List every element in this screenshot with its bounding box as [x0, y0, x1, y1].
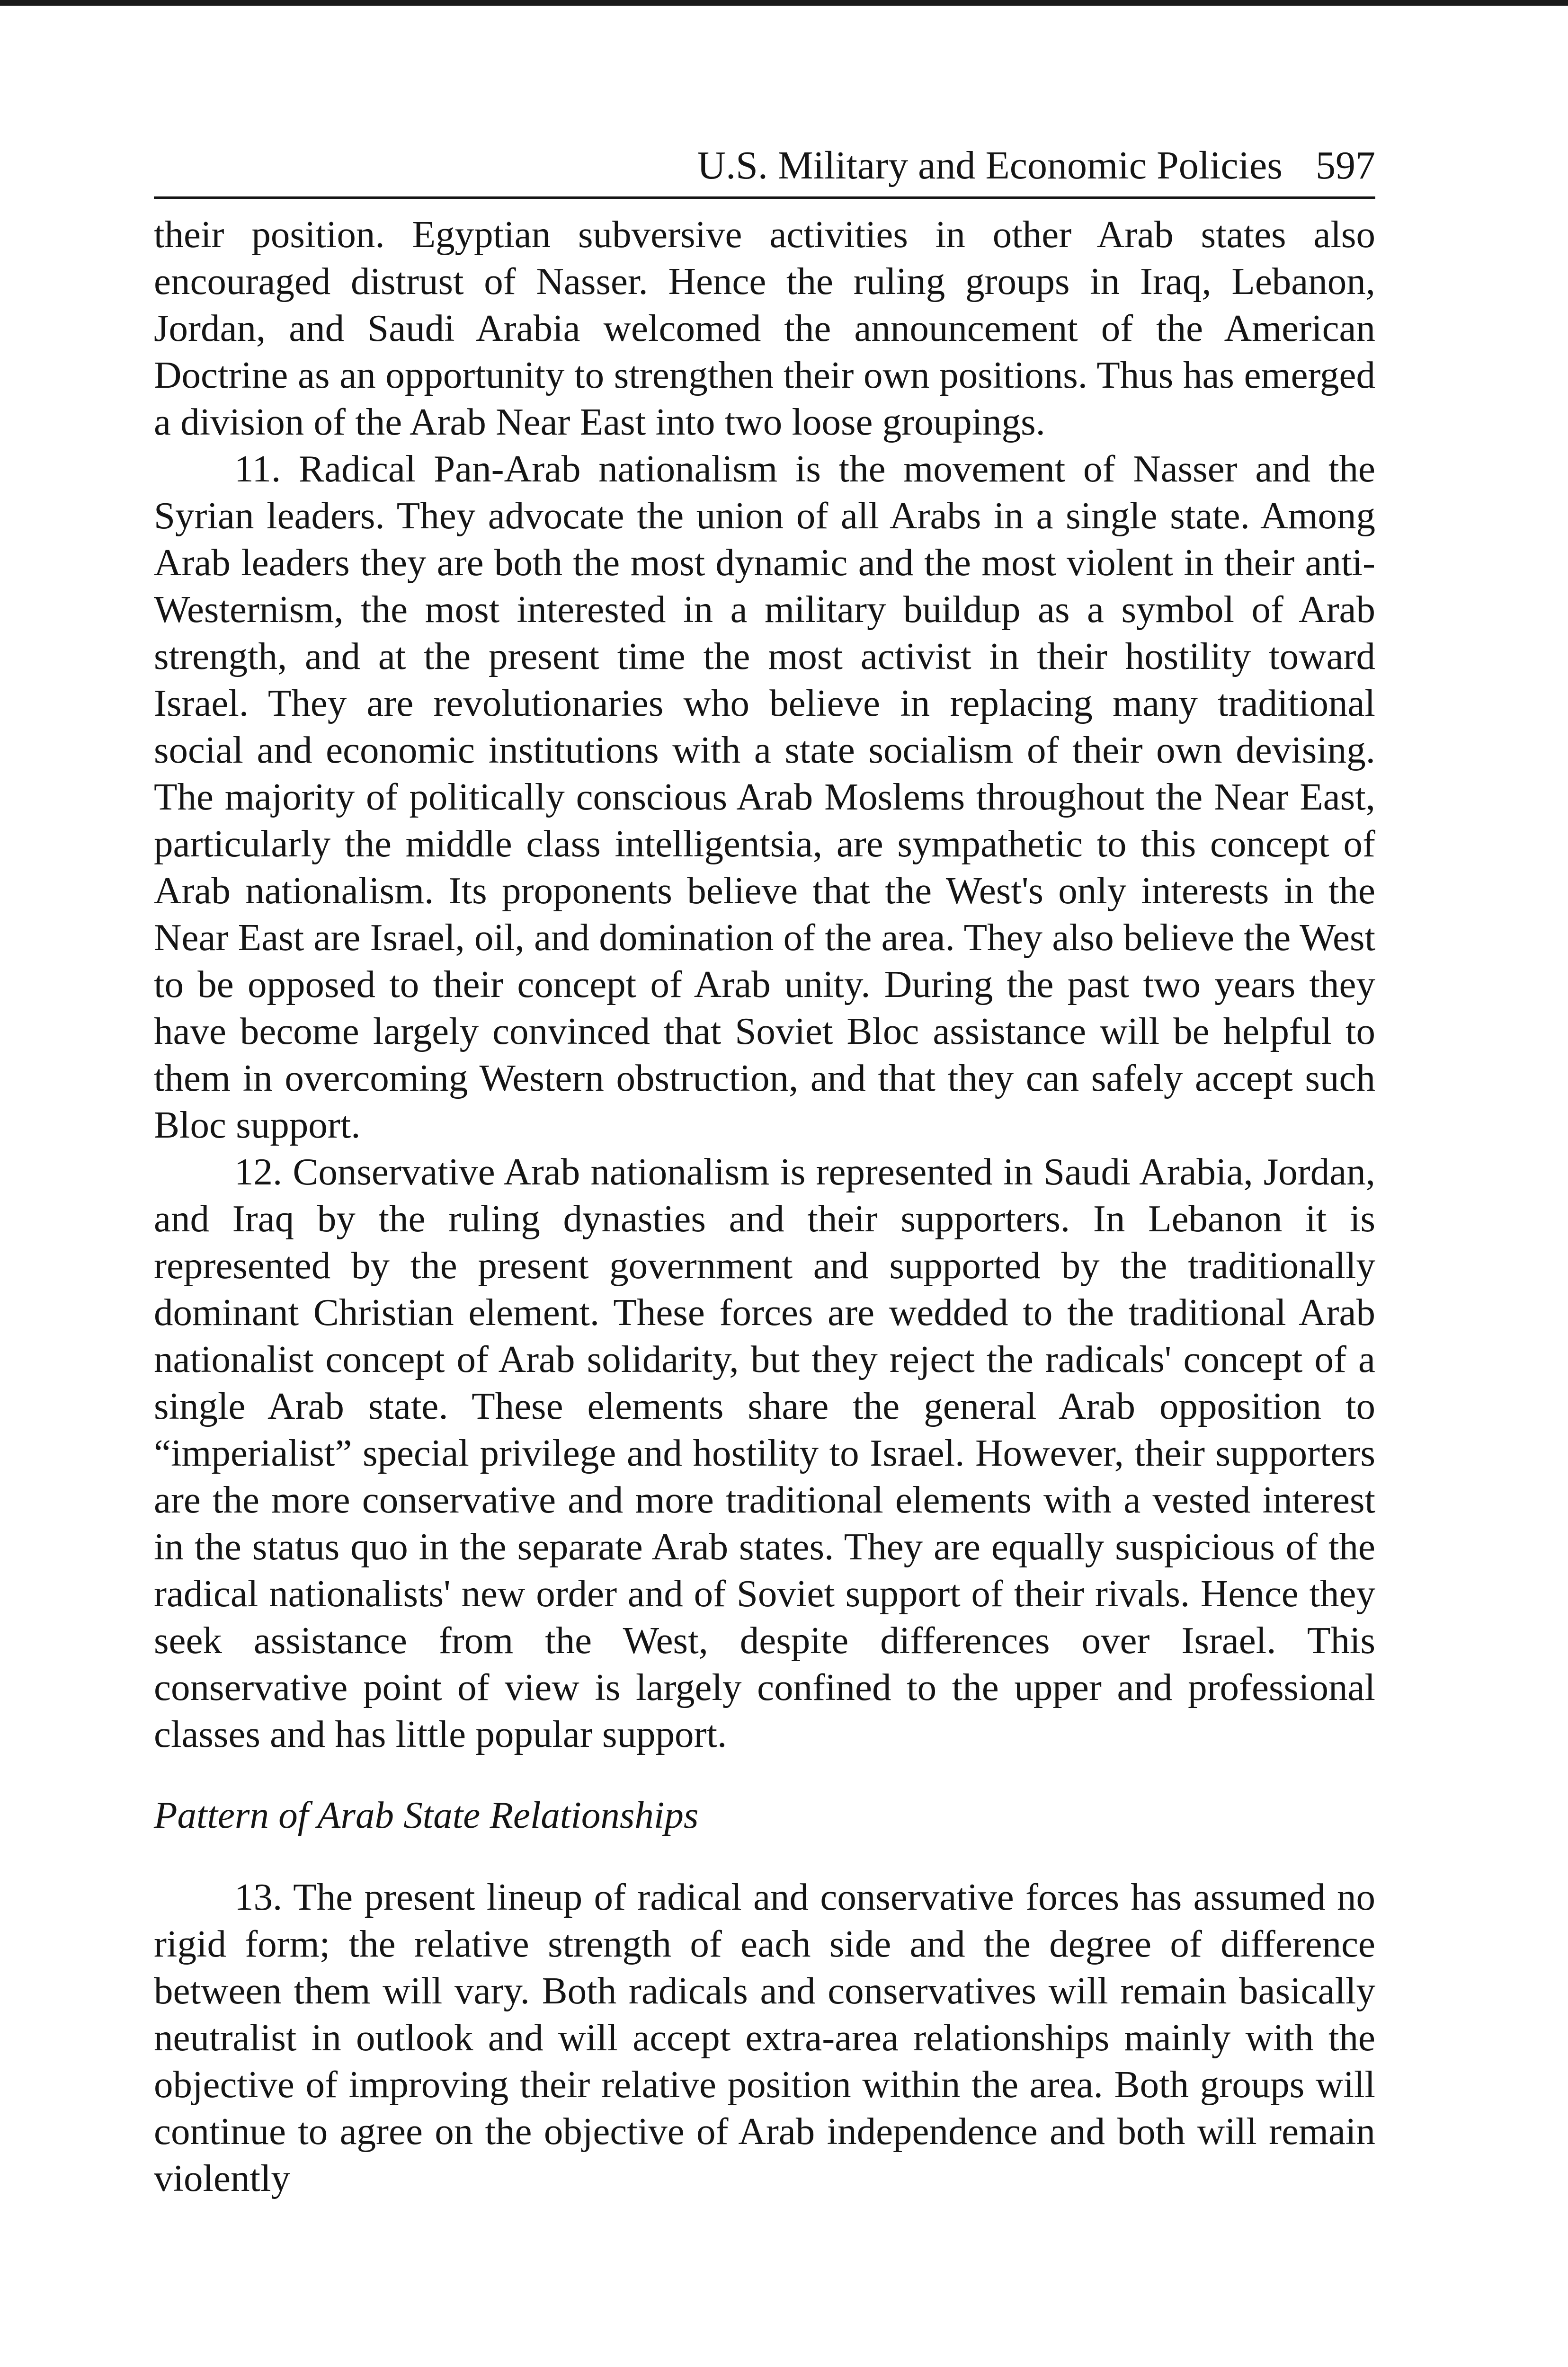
document-page	[154, 142, 1375, 2202]
page-number: 597	[1316, 143, 1375, 187]
paragraph-11: 11. Radical Pan-Arab nationalism is the movement of Nasser and the Syrian leaders. They advocate the union of all Arabs in a single state. Among Arab leaders they are both the most dynamic and the most violent in their anti-Westernism, the most interested in a military buildup as a symbol of Arab strength, and at the present time the most activist in their hostility toward Israel. They are revolutionaries who believe in replacing many traditional social and economic institutions with a state socialism of their own devising. The majority of politically conscious Arab Moslems throughout the Near East, particularly the middle class intelligentsia, are sympathetic to this concept of Arab nationalism. Its proponents believe that the West's only interests in the Near East are Israel, oil, and domination of the area. They also believe the West to be opposed to their concept of Arab unity. During the past two years they have become largely convinced that Soviet Bloc assistance will be helpful to them in overcoming Western obstruction, and that they can safely accept such Bloc support.	[154, 447, 1375, 1146]
paragraph-continued: their position. Egyptian subversive activities in other Arab states also encouraged distrust of Nasser. Hence the ruling groups in Iraq, Lebanon, Jordan, and Saudi Arabia welcomed the announcement of the American Doctrine as an opportunity to strengthen their own positions. Thus has emerged a division of the Arab Near East into two loose groupings.	[154, 213, 1375, 443]
running-header	[154, 142, 1375, 199]
body-text	[154, 211, 1375, 2202]
scan-top-edge	[0, 0, 1568, 6]
paragraph-12: 12. Conservative Arab nationalism is represented in Saudi Arabia, Jordan, and Iraq by the ruling dynasties and their supporters. In Lebanon it is represented by the present government and supported by the traditionally dominant Christian element. These forces are wedded to the traditional Arab nationalist concept of Arab solidarity, but they reject the radicals' concept of a single Arab state. These elements share the general Arab opposition to “imperialist” special privilege and hostility to Israel. However, their supporters are the more conservative and more traditional elements with a vested interest in the status quo in the separate Arab states. They are equally suspicious of the radical nationalists' new order and of Soviet support of their rivals. Hence they seek assistance from the West, despite differences over Israel. This conservative point of view is largely confined to the upper and professional classes and has little popular support.	[154, 1150, 1375, 1755]
paragraph-13: 13. The present lineup of radical and conservative forces has assumed no rigid form; the relative strength of each side and the degree of difference between them will vary. Both radicals and conservatives will remain basically neutralist in outlook and will accept extra-area relationships mainly with the objective of improving their relative position within the area. Both groups will continue to agree on the objective of Arab independence and both will remain violently	[154, 1875, 1375, 2199]
section-heading: Pattern of Arab State Relationships	[154, 1793, 699, 1836]
running-header-title: U.S. Military and Economic Policies	[697, 143, 1283, 187]
